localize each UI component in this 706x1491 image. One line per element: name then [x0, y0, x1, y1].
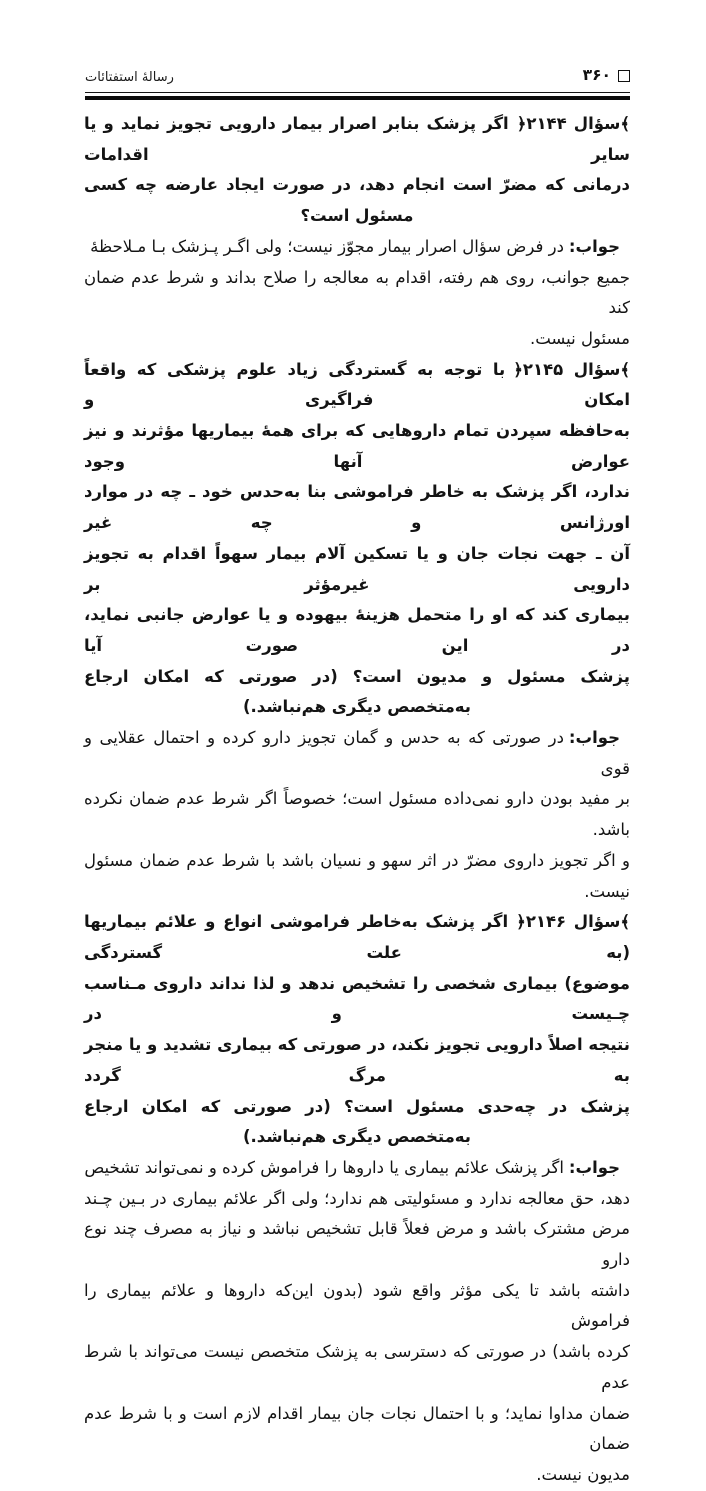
question-text: اگر پزشک به‌خاطر فراموشی انواع و علائم بیماریها (به علت گستردگی — [84, 912, 630, 962]
text-line: بیماری کند که او را متحمل هزینهٔ بیهوده و یا عوارض جانبی نماید، در این صورت آیا — [84, 605, 630, 655]
header-rule-thin — [85, 92, 630, 93]
text-line: دهد، حق معالجه ندارد و مسئولیتی هم ندارد؛ ولی اگر علائم بیماری در بـین چـند — [84, 1188, 630, 1208]
answer-text: اگر پزشک علائم بیماری یا داروها را فراموش کرده و نمی‌تواند تشخیص — [84, 1157, 564, 1177]
text-line: جمیع جوانب، روی هم رفته، اقدام به معالجه را صلاح بداند و شرط عدم ضمان کند — [84, 267, 630, 318]
answer-2145 — [84, 723, 630, 907]
text-line: داشته باشد تا یکی مؤثر واقع شود (بدون این‌که داروها و علائم بیماری را فراموش — [84, 1280, 630, 1331]
answer-text: در صورتی که به حدس و گمان تجویز دارو کرده و احتمال عقلایی و قوی — [84, 728, 630, 778]
question-text: اگر پزشک بنابر اصرار بیمار دارویی تجویز نماید و یا سایر اقدامات — [84, 114, 630, 164]
text-line — [84, 232, 630, 263]
page-body — [84, 109, 630, 1491]
text-line: پزشک در چه‌حدی مسئول است؟ (در صورتی که امکان ارجاع به‌متخصص دیگری هم‌نباشد.) — [84, 1096, 630, 1147]
text-line: نتیجه اصلاً دارویی تجویز نکند، در صورتی که بیماری تشدید و یا منجر به مرگ گردد — [84, 1035, 630, 1085]
answer-2146 — [84, 1153, 630, 1491]
question-number-marker: ﴾سؤال ۲۱۴۶﴿ — [516, 912, 630, 932]
page-number: ۳۶۰ — [582, 66, 611, 84]
text-line — [84, 109, 630, 170]
text-line — [84, 355, 630, 416]
question-2144 — [84, 109, 630, 232]
answer-label: جواب: — [568, 728, 620, 748]
text-line: مدیون نیست. — [536, 1464, 630, 1484]
text-line: به‌حافظه سپردن تمام داروهایی که برای همهٔ بیماریها مؤثرند و نیز عوارض آنها وجود — [84, 421, 630, 471]
text-line: پزشک مسئول و مدیون است؟ (در صورتی که امکان ارجاع به‌متخصص دیگری هم‌نباشد.) — [84, 666, 630, 717]
text-line: درمانی که مضرّ است انجام دهد، در صورت ایجاد عارضه چه کسی مسئول است؟ — [84, 175, 630, 226]
answer-text: در فرض سؤال اصرار بیمار مجوّز نیست؛ ولی اگـر پـزشک بـا مـلاحظهٔ — [90, 236, 564, 256]
text-line: ضمان مداوا نماید؛ و با احتمال نجات جان بیمار اقدام لازم است و با شرط عدم ضمان — [84, 1403, 630, 1454]
answer-2144 — [84, 232, 630, 355]
answer-label: جواب: — [568, 1157, 620, 1177]
question-number-marker: ﴾سؤال ۲۱۴۴﴿ — [516, 114, 630, 133]
header-rule-thick — [85, 96, 630, 100]
question-2146 — [84, 907, 630, 1153]
text-line — [84, 1153, 630, 1184]
page-number-group — [583, 66, 630, 84]
text-line: مرض مشترک باشد و مرض فعلاً قابل تشخیص نباشد و نیاز به مصرف چند نوع دارو — [84, 1219, 630, 1270]
text-line: کرده باشد) در صورتی که دسترسی به پزشک متخصص نیست می‌تواند با شرط عدم — [84, 1342, 630, 1392]
answer-label: جواب: — [568, 236, 620, 256]
text-line: موضوع) بیماری شخصی را تشخیص ندهد و لذا نداند داروی مـناسب چـیست و در — [84, 973, 630, 1024]
text-line — [84, 907, 630, 968]
text-line: ندارد، اگر پزشک به خاطر فراموشی بنا به‌حدس خود ـ چه در موارد اورژانس و چه غیر — [84, 482, 630, 533]
text-line: مسئول نیست. — [529, 328, 630, 348]
text-line — [84, 723, 630, 784]
running-header-book-title: رسالهٔ استفتائات — [85, 70, 174, 85]
text-line: آن ـ جهت نجات جان و یا تسکین آلام بیمار سهواً اقدام به تجویز دارویی غیرمؤثر بر — [84, 543, 630, 594]
question-text: با توجه به گستردگی زیاد علوم پزشکی که واقعاً امکان فراگیری و — [84, 359, 630, 410]
text-line: و اگر تجویز داروی مضرّ در اثر سهو و نسیان باشد با شرط عدم ضمان مسئول نیست. — [84, 850, 630, 901]
question-2145 — [84, 355, 630, 723]
question-number-marker: ﴾سؤال ۲۱۴۵﴿ — [513, 359, 630, 379]
text-line: بر مفید بودن دارو نمی‌داده مسئول است؛ خصوصاً اگر شرط عدم ضمان نکرده باشد. — [84, 789, 630, 840]
square-bullet-icon — [618, 70, 630, 82]
